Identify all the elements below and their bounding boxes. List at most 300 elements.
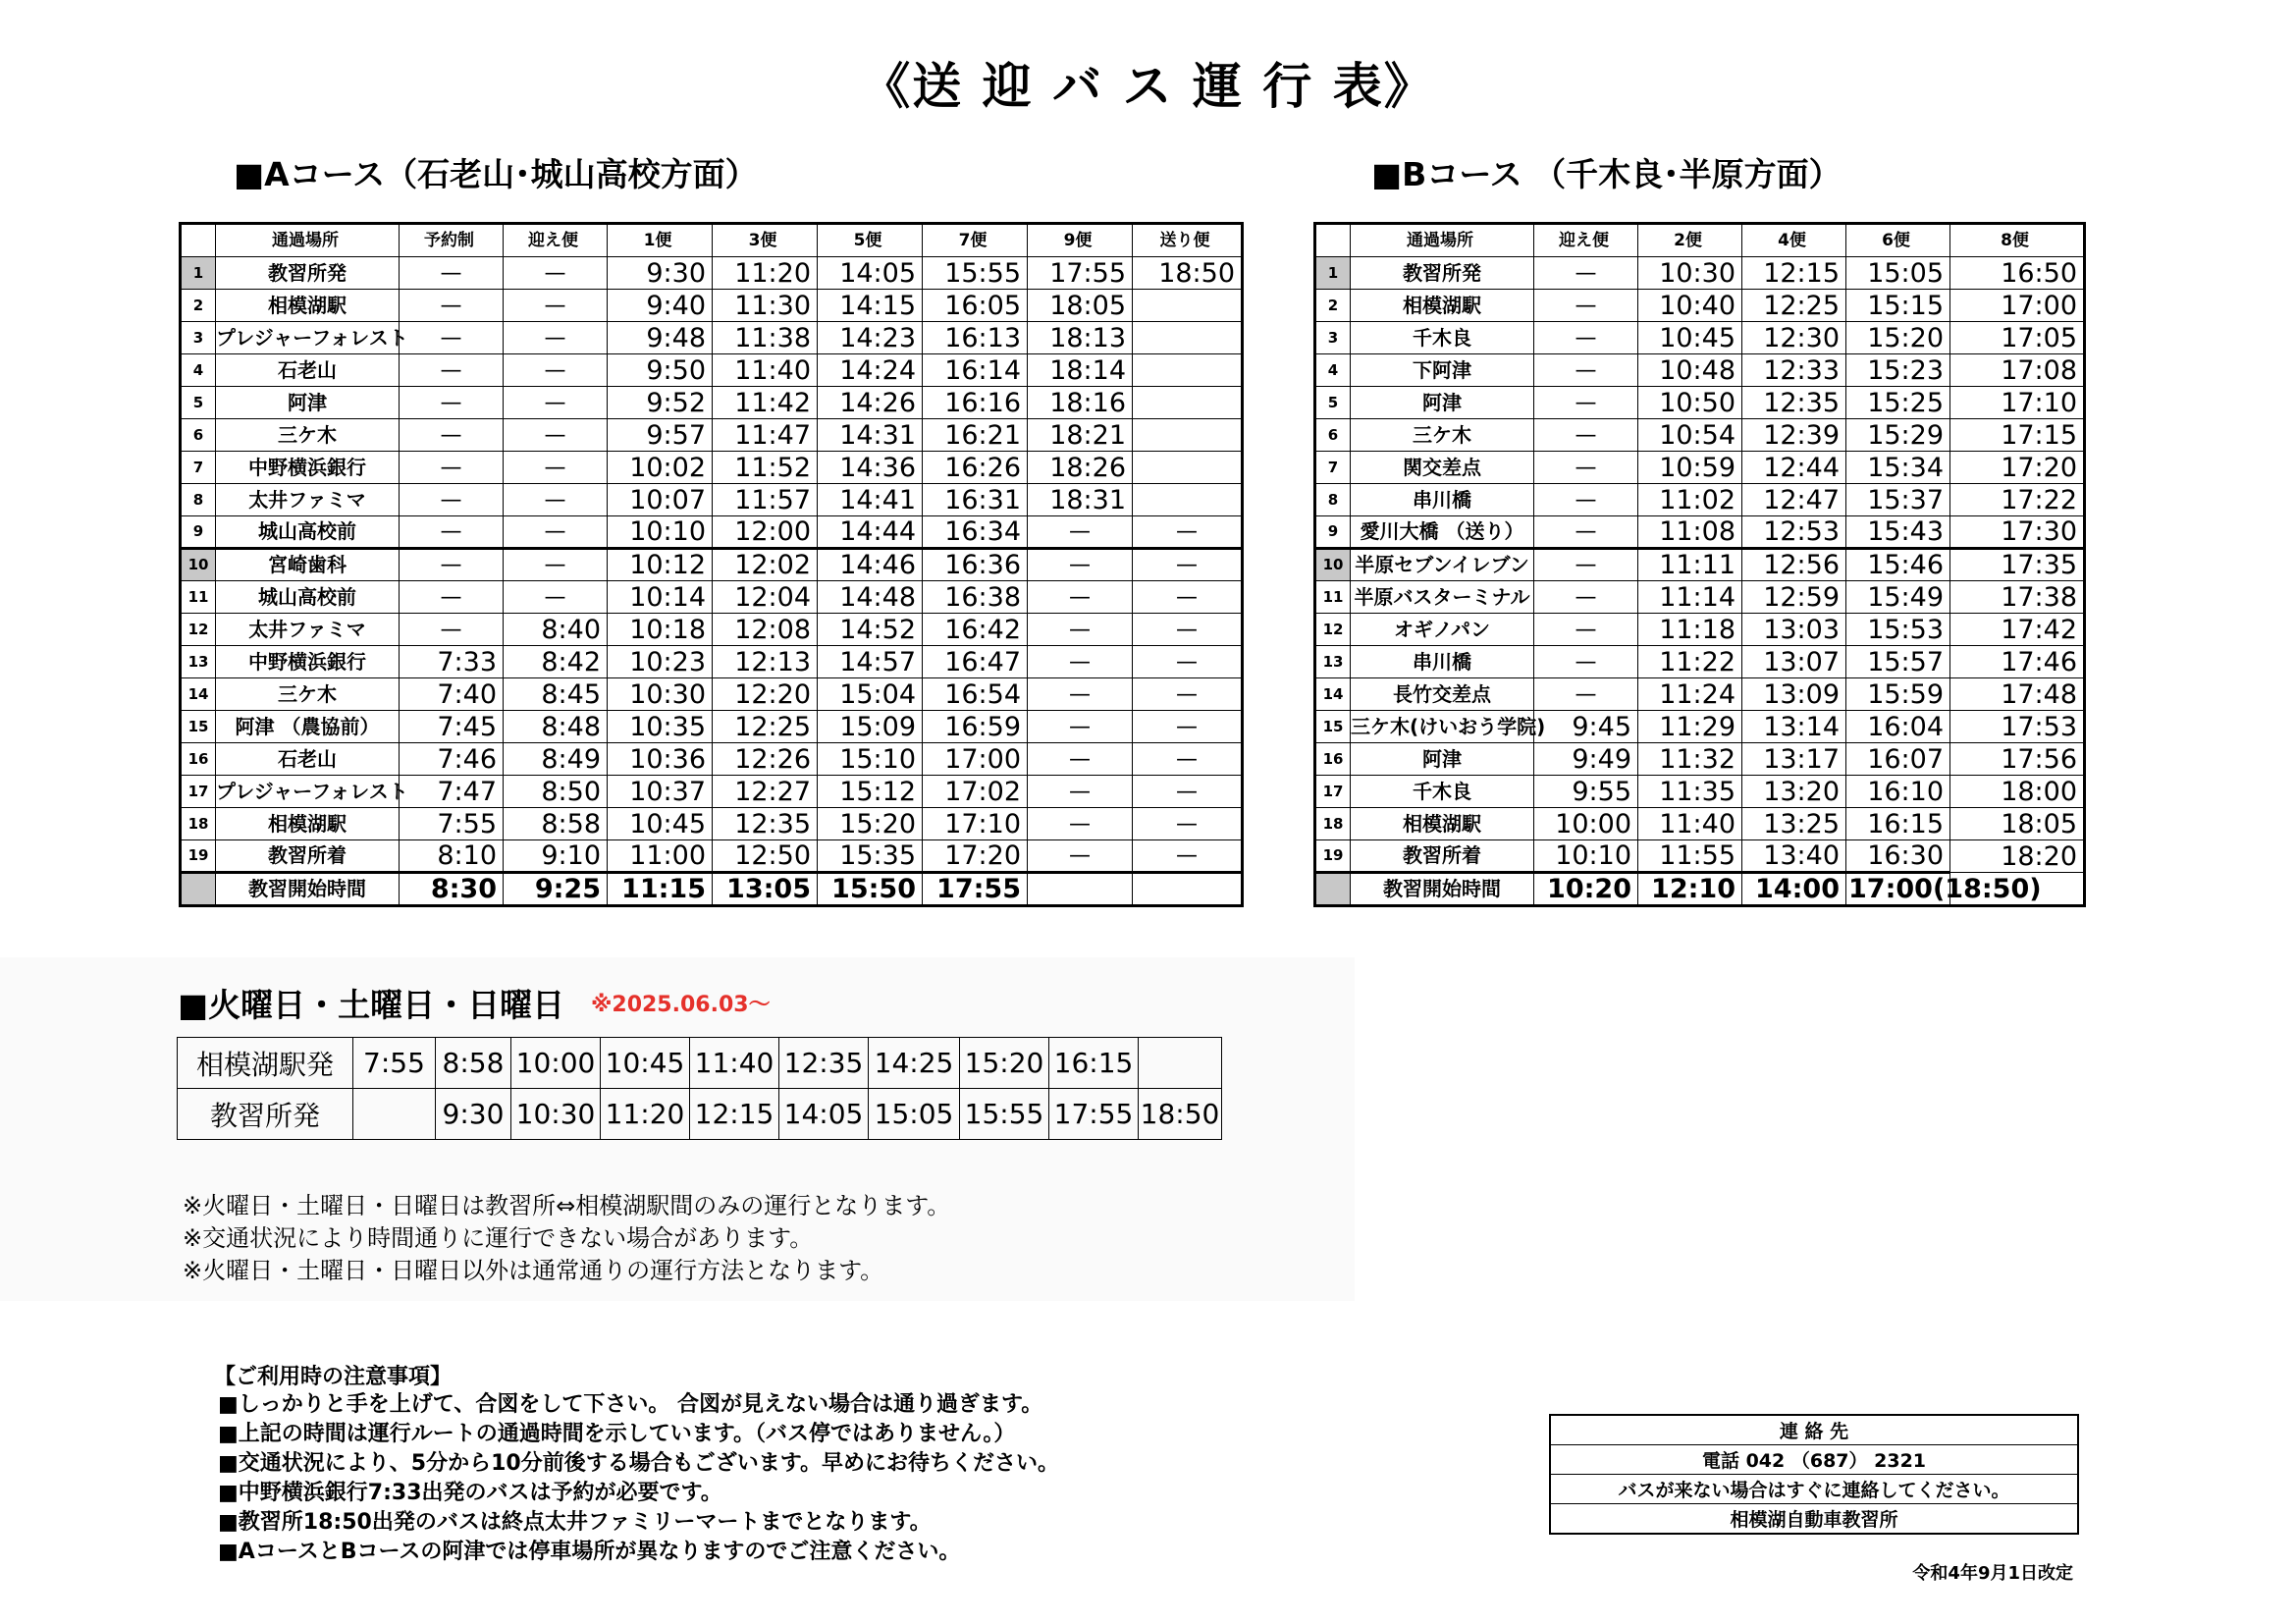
time-cell: 17:20 (923, 840, 1028, 873)
column-header: 迎え便 (504, 224, 608, 257)
stop-name: 阿津 (216, 387, 400, 419)
no-service-dash: — (1028, 516, 1133, 549)
stop-name: 千木良 (1351, 322, 1534, 354)
time-cell: 10:45 (608, 808, 713, 840)
contact-title: 連 絡 先 (1550, 1415, 2078, 1445)
time-cell: 15:15 (1846, 290, 1950, 322)
time-cell: 12:04 (713, 581, 818, 614)
time-cell: 10:50 (1638, 387, 1742, 419)
time-cell: 18:26 (1028, 452, 1133, 484)
no-service-dash: — (1028, 678, 1133, 711)
column-header (181, 224, 216, 257)
stop-name: 長竹交差点 (1351, 678, 1534, 711)
stop-name: 宮崎歯科 (216, 549, 400, 581)
time-cell: 10:30 (608, 678, 713, 711)
course-a-timetable (179, 222, 1244, 907)
no-service-dash: — (1534, 646, 1638, 678)
time-cell: 17:15 (1950, 419, 2085, 452)
table-row (1315, 776, 2085, 808)
time-cell: 18:14 (1028, 354, 1133, 387)
time-cell: 11:40 (713, 354, 818, 387)
departure-label: 相模湖駅発 (178, 1038, 353, 1089)
time-cell: 11:42 (713, 387, 818, 419)
lesson-start-time: 9:25 (504, 873, 608, 906)
time-cell: 11:47 (713, 419, 818, 452)
time-cell: 12:15 (1742, 257, 1846, 290)
no-service-dash: — (1534, 581, 1638, 614)
column-header: 迎え便 (1534, 224, 1638, 257)
table-row (1315, 257, 2085, 290)
time-cell: 7:47 (400, 776, 504, 808)
time-cell: 10:40 (1638, 290, 1742, 322)
time-cell: 10:48 (1638, 354, 1742, 387)
column-header: 3便 (713, 224, 818, 257)
time-cell: 12:44 (1742, 452, 1846, 484)
no-service-dash: — (504, 419, 608, 452)
time-cell: 17:22 (1950, 484, 2085, 516)
caution-item: ■しっかりと手を上げて、合図をして下さい。 合図が見えない場合は通り過ぎます。 (218, 1392, 1043, 1417)
no-service-dash: — (1133, 516, 1243, 549)
row-number: 2 (181, 290, 216, 322)
special-schedule-row (178, 1089, 1222, 1140)
row-number: 8 (1315, 484, 1351, 516)
time-cell: 16:42 (923, 614, 1028, 646)
time-cell: 16:04 (1846, 711, 1950, 743)
time-cell: 17:05 (1950, 322, 2085, 354)
departure-time: 14:05 (779, 1089, 869, 1140)
time-cell: 16:26 (923, 452, 1028, 484)
time-cell: 18:05 (1950, 808, 2085, 840)
time-cell: 16:15 (1846, 808, 1950, 840)
time-cell: 15:53 (1846, 614, 1950, 646)
row-number: 13 (181, 646, 216, 678)
no-service-dash: — (1133, 581, 1243, 614)
time-cell: 15:46 (1846, 549, 1950, 581)
time-cell: 16:21 (923, 419, 1028, 452)
lesson-start-label: 教習開始時間 (1351, 873, 1534, 906)
departure-time (353, 1089, 436, 1140)
no-service-dash: — (1133, 711, 1243, 743)
departure-label: 教習所発 (178, 1089, 353, 1140)
stop-name: 教習所発 (216, 257, 400, 290)
time-cell: 18:20 (1950, 840, 2085, 873)
time-cell: 11:08 (1638, 516, 1742, 549)
no-service-dash: — (1133, 776, 1243, 808)
time-cell: 17:10 (923, 808, 1028, 840)
no-service-dash: — (1028, 808, 1133, 840)
time-cell: 15:35 (818, 840, 923, 873)
row-number: 2 (1315, 290, 1351, 322)
time-cell: 8:49 (504, 743, 608, 776)
course-a-title: ■Aコース（石老山･城山高校方面） (234, 155, 758, 193)
no-service-dash: — (1133, 840, 1243, 873)
lesson-start-time: 15:50 (818, 873, 923, 906)
stop-name: 三ケ木 (216, 678, 400, 711)
table-row (1315, 678, 2085, 711)
no-service-dash: — (1028, 711, 1133, 743)
no-service-dash: — (1534, 322, 1638, 354)
time-cell: 13:14 (1742, 711, 1846, 743)
time-cell: 14:15 (818, 290, 923, 322)
time-cell (1133, 419, 1243, 452)
time-cell: 12:33 (1742, 354, 1846, 387)
time-cell: 7:40 (400, 678, 504, 711)
stop-name: 太井ファミマ (216, 614, 400, 646)
departure-time: 9:30 (436, 1089, 511, 1140)
start-time-row (1315, 873, 2085, 906)
table-row (1315, 452, 2085, 484)
departure-time: 12:15 (690, 1089, 779, 1140)
time-cell: 17:30 (1950, 516, 2085, 549)
contact-name: 相模湖自動車教習所 (1550, 1504, 2078, 1535)
no-service-dash: — (1133, 549, 1243, 581)
time-cell: 10:54 (1638, 419, 1742, 452)
stop-name: 教習所着 (1351, 840, 1534, 873)
no-service-dash: — (504, 322, 608, 354)
departure-time: 10:30 (511, 1089, 601, 1140)
row-number: 12 (1315, 614, 1351, 646)
time-cell: 13:09 (1742, 678, 1846, 711)
time-cell: 18:21 (1028, 419, 1133, 452)
time-cell: 14:36 (818, 452, 923, 484)
stop-name: 石老山 (216, 743, 400, 776)
time-cell: 10:02 (608, 452, 713, 484)
time-cell: 7:55 (400, 808, 504, 840)
stop-name: 太井ファミマ (216, 484, 400, 516)
time-cell: 18:00 (1950, 776, 2085, 808)
table-row (181, 484, 1243, 516)
time-cell: 15:29 (1846, 419, 1950, 452)
row-number: 1 (181, 257, 216, 290)
lesson-start-time (1028, 873, 1133, 906)
no-service-dash: — (1534, 678, 1638, 711)
time-cell: 17:02 (923, 776, 1028, 808)
time-cell: 9:10 (504, 840, 608, 873)
no-service-dash: — (504, 516, 608, 549)
table-row (1315, 646, 2085, 678)
stop-name: 下阿津 (1351, 354, 1534, 387)
time-cell: 13:07 (1742, 646, 1846, 678)
time-cell: 16:31 (923, 484, 1028, 516)
lesson-start-time: 8:30 (400, 873, 504, 906)
lesson-start-time: 17:55 (923, 873, 1028, 906)
time-cell: 12:47 (1742, 484, 1846, 516)
departure-time: 11:40 (690, 1038, 779, 1089)
row-number: 4 (181, 354, 216, 387)
time-cell: 12:26 (713, 743, 818, 776)
row-number: 19 (181, 840, 216, 873)
caution-title: 【ご利用時の注意事項】 (214, 1365, 453, 1389)
column-header: 1便 (608, 224, 713, 257)
table-row (1315, 322, 2085, 354)
no-service-dash: — (504, 257, 608, 290)
time-cell: 11:18 (1638, 614, 1742, 646)
no-service-dash: — (1133, 614, 1243, 646)
table-row (181, 516, 1243, 549)
row-number: 10 (1315, 549, 1351, 581)
time-cell: 16:38 (923, 581, 1028, 614)
time-cell: 7:45 (400, 711, 504, 743)
time-cell: 12:53 (1742, 516, 1846, 549)
table-row (181, 678, 1243, 711)
time-cell: 12:30 (1742, 322, 1846, 354)
time-cell: 8:42 (504, 646, 608, 678)
header-row (181, 224, 1243, 257)
stop-name: 教習所着 (216, 840, 400, 873)
time-cell: 16:30 (1846, 840, 1950, 873)
no-service-dash: — (400, 290, 504, 322)
time-cell: 16:54 (923, 678, 1028, 711)
special-schedule-title: ■火曜日・土曜日・日曜日 (178, 986, 565, 1024)
note-line: ※交通状況により時間通りに運行できない場合があります。 (183, 1224, 814, 1252)
time-cell: 8:45 (504, 678, 608, 711)
row-number: 18 (181, 808, 216, 840)
caution-item: ■中野横浜銀行7:33出発のバスは予約が必要です。 (218, 1481, 722, 1505)
time-cell: 14:26 (818, 387, 923, 419)
stop-name: 三ケ木 (1351, 419, 1534, 452)
stop-name: オギノパン (1351, 614, 1534, 646)
time-cell: 12:35 (1742, 387, 1846, 419)
time-cell: 14:24 (818, 354, 923, 387)
time-cell: 12:00 (713, 516, 818, 549)
time-cell: 9:48 (608, 322, 713, 354)
time-cell: 10:37 (608, 776, 713, 808)
time-cell: 15:57 (1846, 646, 1950, 678)
time-cell: 8:40 (504, 614, 608, 646)
row-number: 8 (181, 484, 216, 516)
time-cell: 7:46 (400, 743, 504, 776)
time-cell: 17:53 (1950, 711, 2085, 743)
column-header: 9便 (1028, 224, 1133, 257)
caution-item: ■教習所18:50出発のバスは終点太井ファミリーマートまでとなります。 (218, 1510, 932, 1535)
no-service-dash: — (1534, 419, 1638, 452)
row-number: 7 (181, 452, 216, 484)
time-cell: 13:40 (1742, 840, 1846, 873)
time-cell: 17:55 (1028, 257, 1133, 290)
no-service-dash: — (400, 322, 504, 354)
time-cell: 12:13 (713, 646, 818, 678)
time-cell (1133, 452, 1243, 484)
table-row (1315, 549, 2085, 581)
time-cell: 17:38 (1950, 581, 2085, 614)
time-cell: 11:32 (1638, 743, 1742, 776)
time-cell: 12:25 (1742, 290, 1846, 322)
column-header: 4便 (1742, 224, 1846, 257)
time-cell: 16:47 (923, 646, 1028, 678)
time-cell: 15:09 (818, 711, 923, 743)
page-title: 《送 迎 バ ス 運 行 表》 (861, 58, 1435, 115)
no-service-dash: — (1534, 387, 1638, 419)
no-service-dash: — (400, 387, 504, 419)
time-cell: 11:30 (713, 290, 818, 322)
table-row (1315, 711, 2085, 743)
time-cell (1133, 354, 1243, 387)
time-cell: 10:00 (1534, 808, 1638, 840)
stop-name: 愛川大橋 （送り） (1351, 516, 1534, 549)
table-row (1315, 743, 2085, 776)
table-row (1315, 484, 2085, 516)
column-header: 5便 (818, 224, 923, 257)
time-cell: 11:52 (713, 452, 818, 484)
time-cell: 15:20 (1846, 322, 1950, 354)
no-service-dash: — (400, 581, 504, 614)
table-row (1315, 614, 2085, 646)
no-service-dash: — (504, 290, 608, 322)
time-cell: 9:30 (608, 257, 713, 290)
table-row (181, 743, 1243, 776)
table-row (181, 257, 1243, 290)
no-service-dash: — (504, 354, 608, 387)
stop-name: 中野横浜銀行 (216, 646, 400, 678)
row-number: 18 (1315, 808, 1351, 840)
stop-name: 半原バスターミナル (1351, 581, 1534, 614)
no-service-dash: — (1028, 549, 1133, 581)
stop-name: 三ケ木(けいおう学院) (1351, 711, 1534, 743)
time-cell: 13:17 (1742, 743, 1846, 776)
no-service-dash: — (1534, 257, 1638, 290)
time-cell: 10:14 (608, 581, 713, 614)
stop-name: 石老山 (216, 354, 400, 387)
row-number: 5 (1315, 387, 1351, 419)
time-cell: 10:35 (608, 711, 713, 743)
departure-time: 14:25 (869, 1038, 960, 1089)
time-cell: 9:49 (1534, 743, 1638, 776)
time-cell: 11:55 (1638, 840, 1742, 873)
time-cell: 15:04 (818, 678, 923, 711)
no-service-dash: — (1534, 549, 1638, 581)
departure-time: 8:58 (436, 1038, 511, 1089)
time-cell: 10:59 (1638, 452, 1742, 484)
time-cell: 15:12 (818, 776, 923, 808)
time-cell: 13:25 (1742, 808, 1846, 840)
time-cell: 11:14 (1638, 581, 1742, 614)
stop-name: 城山高校前 (216, 516, 400, 549)
departure-time (1139, 1038, 1222, 1089)
time-cell: 15:25 (1846, 387, 1950, 419)
table-row (181, 776, 1243, 808)
time-cell: 9:50 (608, 354, 713, 387)
row-number: 15 (181, 711, 216, 743)
time-cell: 10:18 (608, 614, 713, 646)
stop-name: 阿津 (1351, 743, 1534, 776)
no-service-dash: — (1133, 646, 1243, 678)
table-row (181, 711, 1243, 743)
time-cell: 12:35 (713, 808, 818, 840)
time-cell: 16:34 (923, 516, 1028, 549)
note-line: ※火曜日・土曜日・日曜日以外は通常通りの運行方法となります。 (183, 1257, 884, 1284)
row-number: 3 (181, 322, 216, 354)
table-row (181, 549, 1243, 581)
time-cell: 17:08 (1950, 354, 2085, 387)
row-number: 6 (1315, 419, 1351, 452)
time-cell: 12:56 (1742, 549, 1846, 581)
row-number: 6 (181, 419, 216, 452)
row-number: 17 (1315, 776, 1351, 808)
time-cell: 11:29 (1638, 711, 1742, 743)
departure-time: 10:45 (601, 1038, 690, 1089)
time-cell: 15:59 (1846, 678, 1950, 711)
time-cell: 16:36 (923, 549, 1028, 581)
table-row (1315, 419, 2085, 452)
course-b-title: ■Bコース （千木良･半原方面） (1371, 155, 1842, 193)
no-service-dash: — (400, 452, 504, 484)
time-cell: 16:50 (1950, 257, 2085, 290)
time-cell: 11:22 (1638, 646, 1742, 678)
row-number: 12 (181, 614, 216, 646)
stop-name: 三ケ木 (216, 419, 400, 452)
no-service-dash: — (1133, 743, 1243, 776)
time-cell: 15:43 (1846, 516, 1950, 549)
column-header: 8便 (1950, 224, 2085, 257)
lesson-start-time: 13:05 (713, 873, 818, 906)
time-cell: 12:59 (1742, 581, 1846, 614)
time-cell: 17:00 (923, 743, 1028, 776)
special-schedule-start-date: ※2025.06.03～ (591, 993, 771, 1017)
table-row (181, 387, 1243, 419)
stop-name: 阿津 (1351, 387, 1534, 419)
table-row (1315, 290, 2085, 322)
column-header: 6便 (1846, 224, 1950, 257)
no-service-dash: — (1534, 290, 1638, 322)
no-service-dash: — (1133, 808, 1243, 840)
time-cell: 14:41 (818, 484, 923, 516)
time-cell: 11:00 (608, 840, 713, 873)
departure-time: 12:35 (779, 1038, 869, 1089)
time-cell: 16:13 (923, 322, 1028, 354)
time-cell: 16:16 (923, 387, 1028, 419)
time-cell: 14:44 (818, 516, 923, 549)
stop-name: 相模湖駅 (216, 808, 400, 840)
row-number: 11 (181, 581, 216, 614)
start-time-row (181, 873, 1243, 906)
time-cell: 10:30 (1638, 257, 1742, 290)
departure-time: 18:50 (1139, 1089, 1222, 1140)
course-b-timetable (1313, 222, 2086, 907)
no-service-dash: — (1028, 646, 1133, 678)
stop-name: 相模湖駅 (216, 290, 400, 322)
table-row (1315, 581, 2085, 614)
row-number (181, 873, 216, 906)
column-header: 予約制 (400, 224, 504, 257)
time-cell: 10:10 (1534, 840, 1638, 873)
header-row (1315, 224, 2085, 257)
table-row (1315, 808, 2085, 840)
time-cell: 14:05 (818, 257, 923, 290)
time-cell: 16:59 (923, 711, 1028, 743)
stop-name: プレジャーフォレスト (216, 322, 400, 354)
time-cell: 16:14 (923, 354, 1028, 387)
no-service-dash: — (1028, 776, 1133, 808)
time-cell: 14:46 (818, 549, 923, 581)
stop-name: 串川橋 (1351, 646, 1534, 678)
row-number: 16 (1315, 743, 1351, 776)
row-number: 14 (1315, 678, 1351, 711)
no-service-dash: — (400, 354, 504, 387)
revision-date: 令和4年9月1日改定 (1912, 1563, 2073, 1584)
row-number: 5 (181, 387, 216, 419)
time-cell: 15:34 (1846, 452, 1950, 484)
time-cell: 15:05 (1846, 257, 1950, 290)
column-header: 通過場所 (1351, 224, 1534, 257)
special-schedule-table (177, 1037, 1222, 1140)
column-header: 通過場所 (216, 224, 400, 257)
time-cell: 9:52 (608, 387, 713, 419)
row-number: 16 (181, 743, 216, 776)
time-cell: 18:16 (1028, 387, 1133, 419)
time-cell: 11:57 (713, 484, 818, 516)
no-service-dash: — (1534, 452, 1638, 484)
time-cell: 10:23 (608, 646, 713, 678)
